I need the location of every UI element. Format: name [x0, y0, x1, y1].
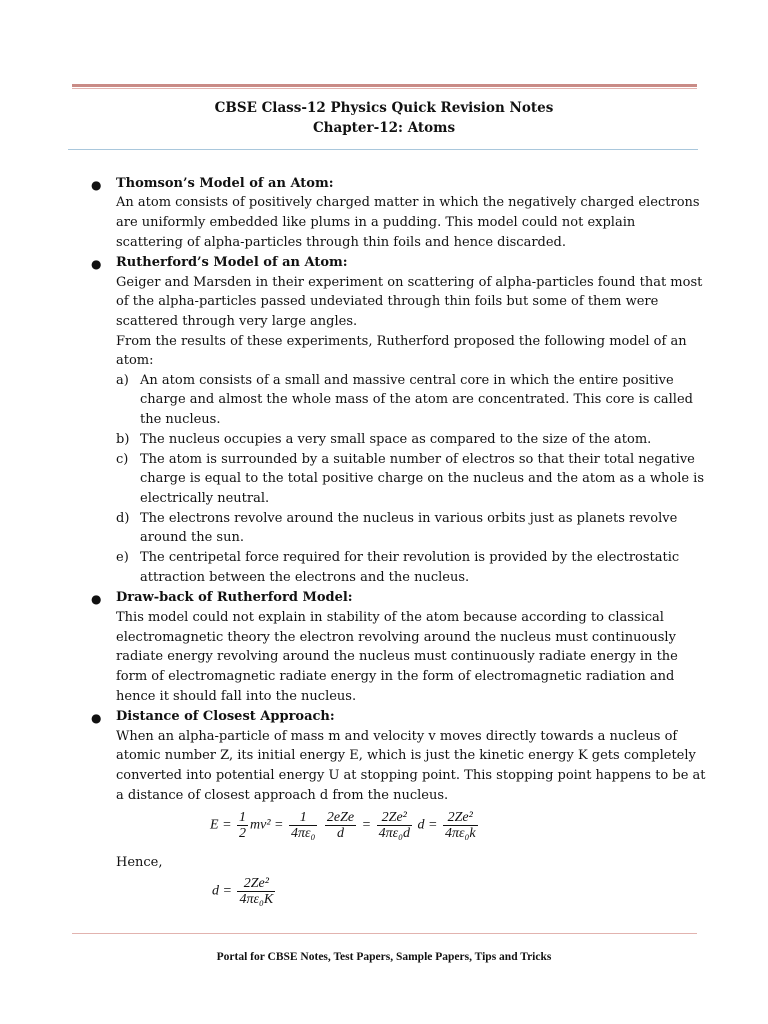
denominator: 4πε₀K — [239, 892, 274, 907]
numerator: 2Ze² — [237, 876, 275, 892]
list-item-text: The centripetal force required for their revolution is provided by the electrostatic — [140, 550, 680, 565]
page-title: CBSE Class-12 Physics Quick Revision Notes — [214, 100, 554, 116]
list-item-text: attraction between the electrons and the nucleus. — [140, 570, 470, 585]
denominator: d — [337, 826, 345, 841]
fraction — [289, 810, 317, 841]
text-line: This model could not explain in stability of the atom because according to classical — [116, 610, 664, 625]
text-line: form of electromagnetic radiate energy in the form of electromagnetic radiation and — [116, 669, 675, 684]
fraction — [443, 810, 478, 841]
numerator: 1 — [239, 810, 247, 825]
list-item-text: An atom consists of a small and massive central core in which the entire positive — [140, 373, 674, 388]
text-line: are uniformly embedded like plums in a pudding. This model could not explain — [116, 215, 636, 230]
fraction — [237, 810, 248, 841]
list-label: b) — [116, 432, 130, 447]
text-line: radiate energy revolving around the nucleus must continuously radiate energy in the — [116, 649, 678, 664]
footer-text: Portal for CBSE Notes, Test Papers, Sample Papers, Tips and Tricks — [216, 951, 552, 963]
denominator: 4πε₀d — [378, 826, 410, 841]
bullet-icon: ● — [91, 592, 102, 606]
footer-divider — [72, 933, 697, 934]
text-line: An atom consists of positively charged matter in which the negatively charged electrons — [116, 195, 700, 210]
text-line: Geiger and Marsden in their experiment on scattering of alpha-particles found that most — [116, 275, 703, 290]
list-item-text: charge is equal to the total positive charge on the nucleus and the atom as a whole is — [140, 471, 705, 486]
list-item-text: around the sun. — [140, 530, 244, 545]
section-heading-drawback: Draw-back of Rutherford Model: — [116, 590, 353, 605]
section-heading-closest-approach: Distance of Closest Approach: — [116, 709, 335, 724]
text-line: of the alpha-particles passed undeviated through thin foils but some of them were — [116, 294, 659, 309]
text-hence: Hence, — [116, 855, 163, 870]
list-item-text: the nucleus. — [140, 412, 221, 427]
section-heading-rutherford: Rutherford’s Model of an Atom: — [116, 255, 348, 270]
text-line: hence it should fall into the nucleus. — [116, 689, 357, 704]
eq1-lhs: E — [210, 817, 219, 833]
bullet-icon: ● — [91, 257, 102, 271]
list-label: c) — [116, 452, 129, 467]
bullet-icon: ● — [91, 711, 102, 725]
fraction — [325, 810, 356, 841]
fraction — [237, 876, 275, 907]
text-line: scattering of alpha-particles through thin foils and hence discarded. — [116, 235, 567, 250]
list-item-text: The atom is surrounded by a suitable number of electros so that their total negative — [140, 452, 695, 467]
numerator: 1 — [289, 810, 317, 826]
fraction — [377, 810, 412, 841]
text-line: electromagnetic theory the electron revolving around the nucleus must continuously — [116, 630, 676, 645]
list-label: e) — [116, 550, 129, 565]
text-line: atomic number Z, its initial energy E, which is just the kinetic energy K gets completely — [116, 748, 696, 763]
term: d — [417, 817, 425, 833]
numerator: 2Ze² — [377, 810, 412, 826]
text-line: From the results of these experiments, Rutherford proposed the following model of an — [116, 334, 687, 349]
section-heading-thomson: Thomson’s Model of an Atom: — [116, 176, 334, 191]
list-item-text: electrically neutral. — [140, 491, 270, 506]
list-item-text: The electrons revolve around the nucleus in various orbits just as planets revolve — [140, 511, 678, 526]
list-label: a) — [116, 373, 129, 388]
list-label: d) — [116, 511, 130, 526]
text-line: converted into potential energy U at stopping point. This stopping point happens to be at — [116, 768, 706, 783]
denominator: 4πε₀k — [444, 826, 476, 841]
numerator: 2eZe — [326, 810, 355, 825]
list-item-text: The nucleus occupies a very small space as compared to the size of the atom. — [140, 432, 652, 447]
term: mv² — [250, 817, 271, 833]
eq2-lhs: d — [212, 883, 219, 899]
text-line: atom: — [116, 353, 154, 368]
chapter-title: Chapter-12: Atoms — [312, 120, 456, 136]
bullet-icon: ● — [91, 178, 102, 192]
denominator: 4πε₀ — [291, 826, 316, 841]
text-line: scattered through very large angles. — [116, 314, 358, 329]
equation-energy: E = $\frac{1}{2}$ mv² = $\frac{1}{\text{4πε₀}}$ $\frac{\text{2eZe}}{d}$ = $\frac{\text{2Ze²}}{\text{4πε₀d}}$ d = $\frac{\text{2Ze²}}{\text{4πε₀k}}$ — [210, 810, 476, 841]
equation-distance: d = $\frac{\text{2Ze²}}{\text{4πε₀K}}$ — [212, 876, 274, 907]
numerator: 2Ze² — [443, 810, 478, 826]
text-line: a distance of closest approach d from the nucleus. — [116, 788, 449, 803]
denominator: 2 — [239, 826, 247, 841]
text-line: When an alpha-particle of mass m and velocity v moves directly towards a nucleus of — [116, 729, 678, 744]
list-item-text: charge and almost the whole mass of the atom are concentrated. This core is called — [140, 392, 693, 407]
